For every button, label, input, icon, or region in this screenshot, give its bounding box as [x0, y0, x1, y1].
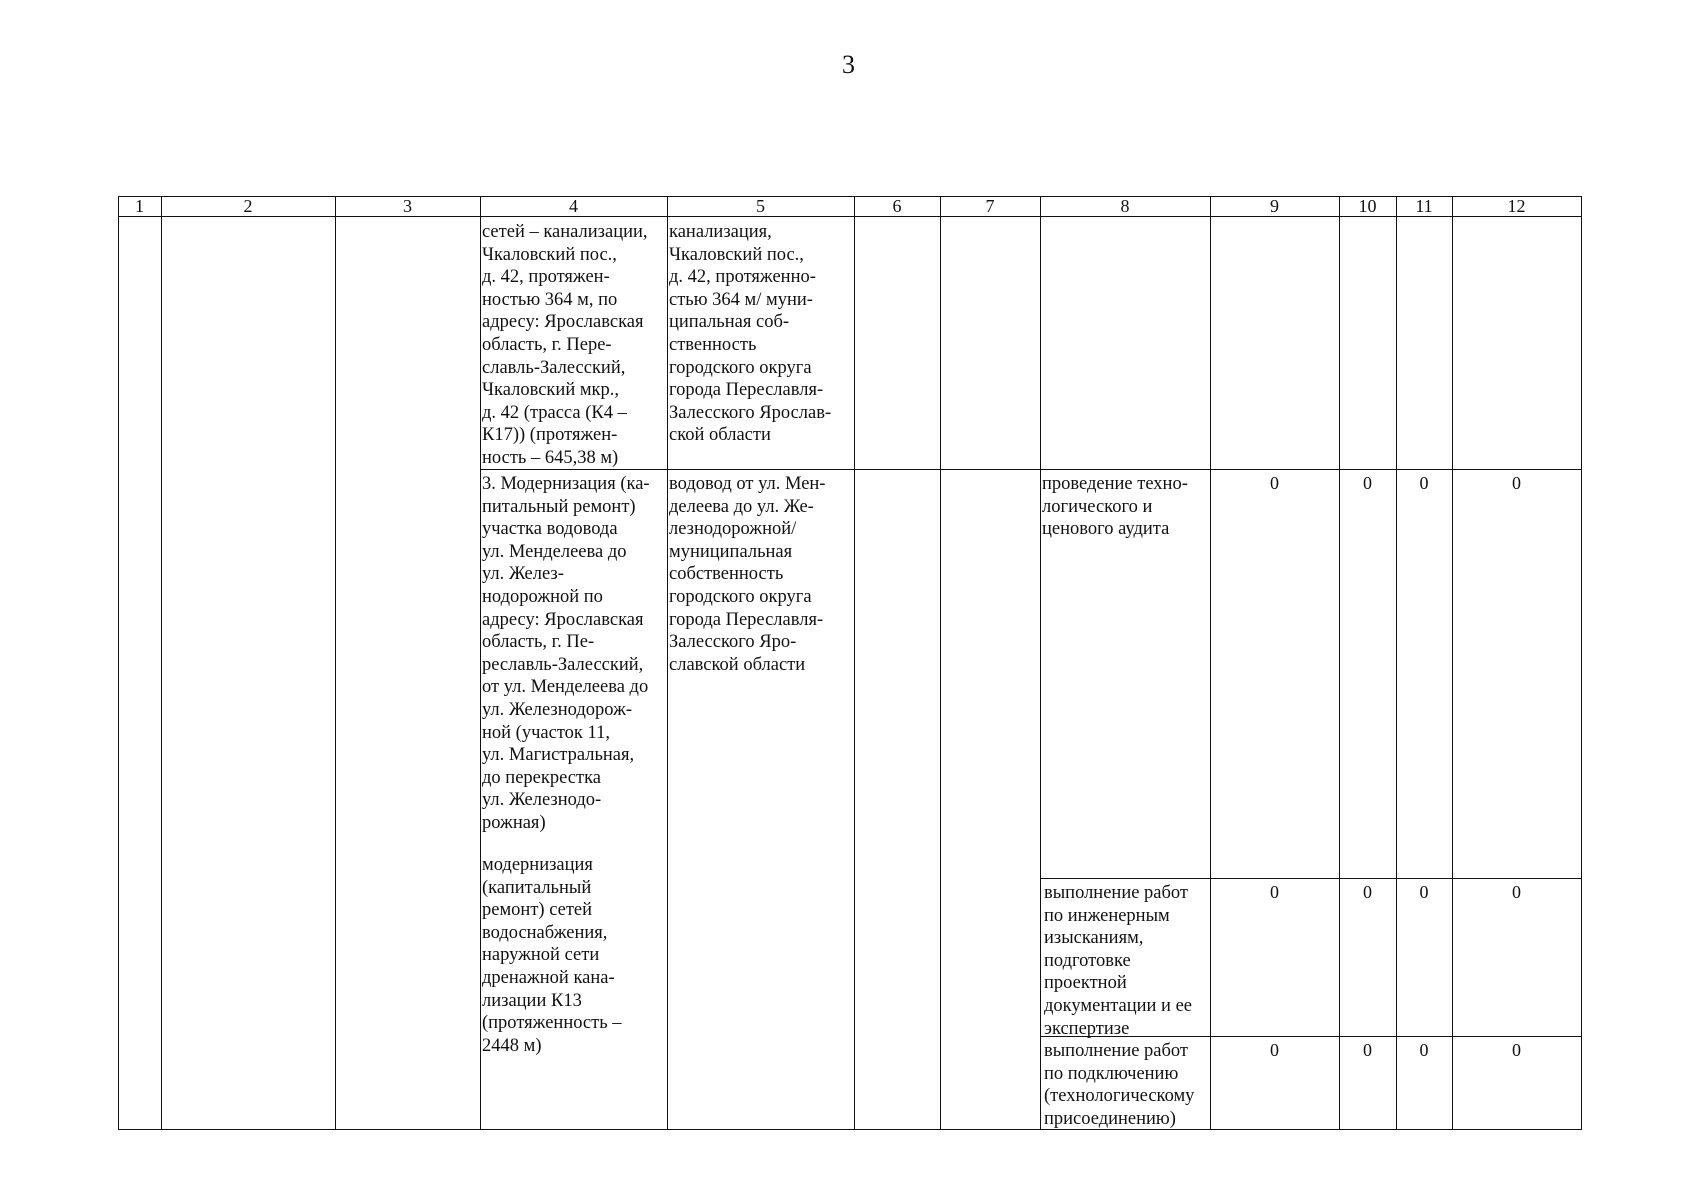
row-b-object-description-second: модернизация (капитальный ремонт) сетей водоснабжения, наружной сети дренажной кана- лизации К13 (протяженность – 2448 м): [482, 855, 622, 1056]
col-border-3: [480, 196, 481, 1130]
col-border-10: [1396, 196, 1397, 1130]
header-col-1: 1: [135, 196, 144, 216]
subrow-1-col11: 0: [1419, 473, 1429, 493]
col-border-7: [1040, 196, 1041, 1130]
subrow-3-col10: 0: [1363, 1040, 1372, 1060]
col-border-9: [1339, 196, 1340, 1130]
col-border-6: [940, 196, 941, 1130]
header-col-4: 4: [569, 196, 578, 216]
data-table: [118, 196, 1582, 1130]
col-border-right: [1581, 196, 1582, 1130]
subrow-2-work-type: выполнение работ по инженерным изысканиям, подготовке проектной документации и ее экспертизе: [1044, 883, 1193, 1039]
row-a-object-description: сетей – канализации, Чкаловский пос., д. 42, протяжен- ностью 364 м, по адресу: Ярославская область, г. Пере- славль-Залесский, Чкаловский мкр., д. 42 (трасса (К4 – К17)) (протяжен- ность – 645,38 м): [482, 222, 648, 468]
col-border-1: [161, 196, 162, 1130]
subrow-2-col12: 0: [1512, 882, 1521, 902]
subrow-3-col9: 0: [1270, 1040, 1279, 1060]
row-a-object-ownership: канализация, Чкаловский пос., д. 42, протяженно- стью 364 м/ муни- ципальная соб- ственность городского округа города Переславля- Залесского Ярослав- ской области: [669, 222, 832, 446]
header-col-3: 3: [403, 196, 412, 216]
subrow-3-col12: 0: [1512, 1040, 1521, 1060]
subrow-3-col11: 0: [1419, 1040, 1429, 1060]
header-col-6: 6: [892, 196, 902, 216]
subrow-1-work-type: проведение техно- логического и ценового аудита: [1042, 474, 1188, 540]
col-border-2: [335, 196, 336, 1130]
table-bottom-border: [118, 1129, 1582, 1130]
col-border-left: [118, 196, 119, 1130]
subrow-3-work-type: выполнение работ по подключению (технологическому присоединению): [1044, 1041, 1195, 1129]
header-col-7: 7: [985, 196, 995, 216]
subrow-1-bottom-border: [1041, 878, 1582, 879]
header-col-8: 8: [1120, 196, 1130, 216]
subrow-2-col10: 0: [1363, 882, 1372, 902]
page-number: 3: [842, 50, 855, 79]
row-b-object-description: 3. Модернизация (ка- питальный ремонт) участка водовода ул. Менделеева до ул. Желез- нодорожной по адресу: Ярославская область, г. Пе- реславль-Залесский, от ул. Менделеева до ул. Железнодорож- ной (участок 11, ул. Магистральная, до перекрестка ул. Железнодо- рожная): [482, 474, 650, 833]
header-bottom-border: [118, 216, 1582, 217]
header-col-11: 11: [1415, 196, 1433, 216]
col-border-11: [1452, 196, 1453, 1130]
subrow-2-col11: 0: [1419, 882, 1429, 902]
subrow-1-col9: 0: [1270, 473, 1279, 493]
row-b-object-ownership: водовод от ул. Мен- делеева до ул. Же- лезнодорожной/ муниципальная собственность городского округа города Переславля- Залесского Яро- славской области: [669, 474, 826, 675]
subrow-2-col9: 0: [1270, 882, 1279, 902]
header-col-12: 12: [1507, 196, 1526, 216]
subrow-1-col12: 0: [1512, 473, 1521, 493]
header-col-2: 2: [243, 196, 253, 216]
header-col-5: 5: [756, 196, 765, 216]
subrow-1-col10: 0: [1363, 473, 1372, 493]
header-col-9: 9: [1270, 196, 1279, 216]
header-col-10: 10: [1358, 196, 1377, 216]
